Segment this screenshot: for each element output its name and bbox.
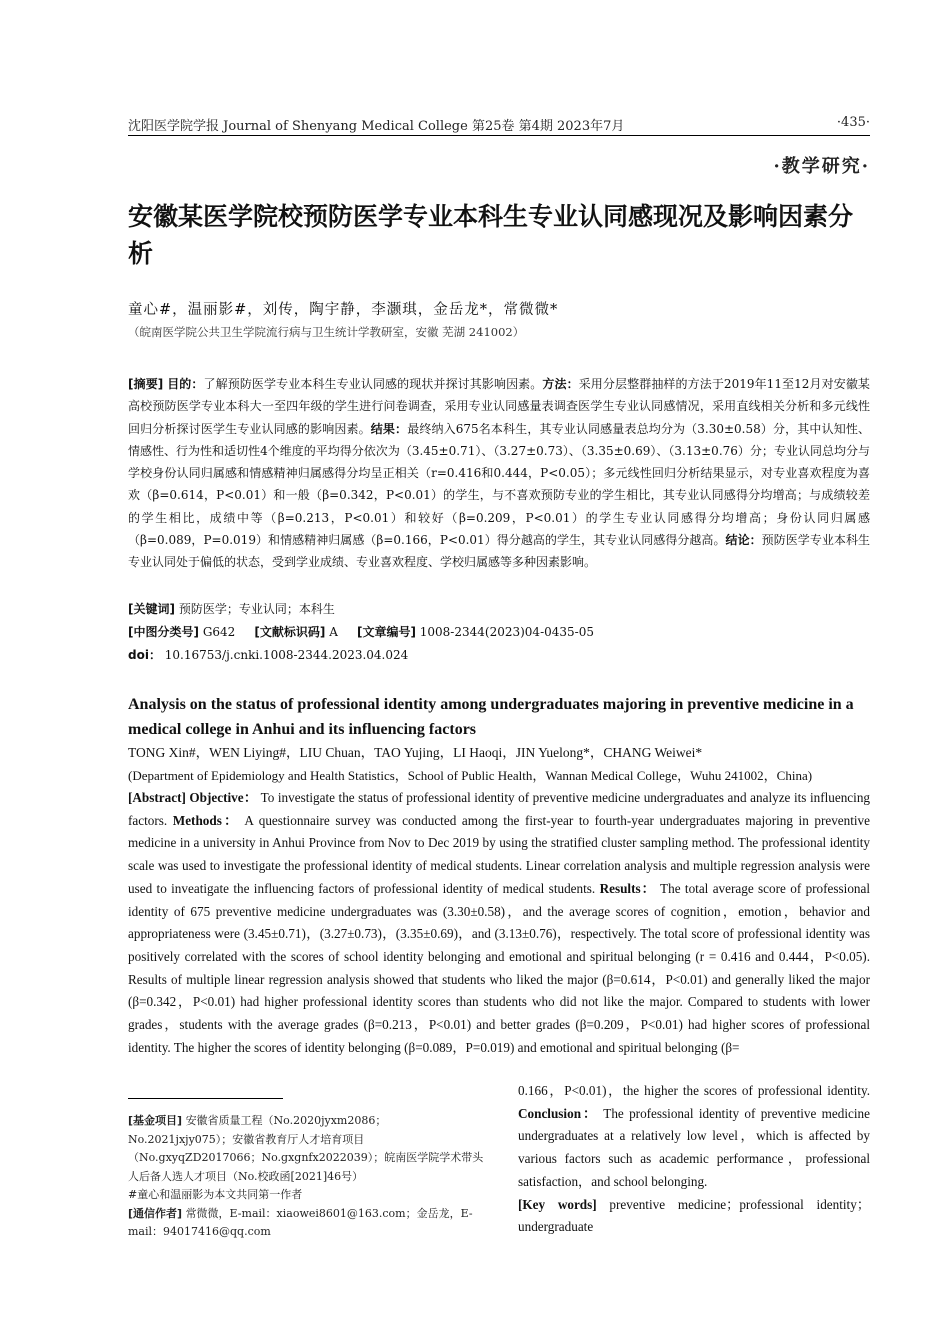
keywords-label: [关键词] xyxy=(128,602,175,616)
doc-code-label: [文献标识码] xyxy=(254,625,326,639)
results-en-text: The total average score of professional identity of 675 preventive medicine undergraduates was (3.30±0.58)，and the average scores of cognition，emotion，behavior and appropriateness were (3.45±0.71)，(3.27±0.73)，(3.35±0.69)，and (3.13±0.76)，respectively. The total score of professional identity was positively correlated with the scores of school identity belonging and emotional and spiritual belonging (r = 0.416 and 0.444，P<0.05). Results of multiple linear regression analysis showed that students who liked the major (β=0.614，P<0.01) and generally liked the major (β=0.342，P<0.01) had higher professional identity scores than students who did not like the major. Compared to students with lower grades，students with the average grades (β=0.213，P<0.01) and better grades (β=0.209，P<0.01) had higher scores of professional identity. The higher the scores of identity belonging (β=0.089，P=0.019) and emotional and spiritual belonging (β= xyxy=(128,880,871,1055)
section-label: ·教学研究· xyxy=(773,156,870,177)
results-label: 结果： xyxy=(370,421,408,436)
article-number-value: 1008-2344(2023)04-0435-05 xyxy=(419,625,594,639)
methods-en-label: Methods： xyxy=(172,812,240,828)
affiliation-chinese: （皖南医学院公共卫生学院流行病与卫生统计学教研室，安徽 芜湖 241002） xyxy=(128,325,525,339)
header-rule xyxy=(128,135,870,136)
fund-note xyxy=(128,1112,486,1186)
abstract-en-label: [Abstract] xyxy=(128,790,186,805)
page-number: ·435· xyxy=(836,115,870,130)
footnote-rule xyxy=(128,1098,283,1099)
doc-code-value: A xyxy=(329,625,338,639)
doi-value[interactable]: 10.16753/j.cnki.1008-2344.2023.04.024 xyxy=(164,648,409,662)
footnotes xyxy=(128,1112,486,1242)
corresponding-note xyxy=(128,1205,486,1242)
results-text: 最终纳入675名本科生，其专业认同感量表总均分为（3.30±0.58）分，其中认知性、情感性、行为性和适切性4个维度的平均得分依次为（3.45±0.71）、（3.27±0.73）、（3.35±0.69）、（3.13±0.76）分；专业认同总均分与学校身份认同归属感和情感精神归属感得分均呈正相关（r=0.416和0.444，P<0.05）；多元线性回归分析结果显示，对专业喜欢程度为喜欢（β=0.614，P<0.01）和一般（β=0.342，P<0.01）的学生，与不喜欢预防专业的学生相比，其专业认同感得分均增高；与成绩较差的学生相比，成绩中等（β=0.213，P<0.01）和较好（β=0.209，P<0.01）的学生专业认同感得分均增高；身份认同归属感（β=0.089，P=0.019）和情感精神归属感（β=0.166，P<0.01）得分越高的学生，其专业认同感得分越高。 xyxy=(128,421,870,548)
results-en-continued: 0.166，P<0.01)，the higher the scores of professional identity. xyxy=(518,1083,870,1098)
methods-text: 采用分层整群抽样的方法于2019年11至12月对安徽某高校预防医学专业本科大一至四年级的学生进行问卷调查，采用专业认同感量表调查医学生专业认同感情况，采用直线相关分析和多元线性回归分析探讨医学生专业认同感的影响因素。 xyxy=(128,377,870,436)
keywords-text: 预防医学；专业认同；本科生 xyxy=(178,602,335,616)
conclusion-en-label: Conclusion： xyxy=(518,1105,599,1121)
authors-english: TONG Xin#，WEN Liying#，LIU Chuan，TAO Yujing，LI Haoqi，JIN Yuelong*，CHANG Weiwei* xyxy=(128,745,703,760)
article-number-label: [文章编号] xyxy=(356,625,416,639)
methods-en-text: A questionnaire survey was conducted among the first-year to fourth-year undergraduates majoring in preventive medicine in a university in Anhui Province from Nov to Dec 2019 by using the stratified cluster sampling method. The professional identity scale was used to investigate the professional identity of medical students. Linear correlation analysis and multiple regression analysis were used to inveatigate the influencing factors of professional identity of medical students. xyxy=(128,812,871,896)
corresponding-label: [通信作者] xyxy=(128,1206,183,1220)
methods-label: 方法： xyxy=(542,377,579,391)
objective-text: 了解预防医学专业本科生专业认同感的现状并探讨其影响因素。 xyxy=(203,377,543,391)
keywords-en-label: [Key words] xyxy=(518,1196,597,1212)
clc-label: [中图分类号] xyxy=(128,625,199,639)
keywords-chinese xyxy=(128,598,870,620)
doi-label: doi： xyxy=(128,648,161,662)
authors-chinese: 童心#，温丽影#，刘传，陶宇静，李灏琪，金岳龙*，常微微* xyxy=(128,302,559,318)
classification-line xyxy=(128,621,870,643)
title-english: Analysis on the status of professional identity among undergraduates majoring in preventive medicine in a medical college in Anhui and its influencing factors xyxy=(128,696,854,738)
abstract-chinese xyxy=(128,373,870,574)
affiliation-english: (Department of Epidemiology and Health Statistics，School of Public Health，Wannan Medical College，Wuhu 241002，China) xyxy=(128,768,813,783)
conclusion-label: 结论： xyxy=(725,533,762,548)
doi-line xyxy=(128,644,870,666)
fund-text: 安徽省质量工程（No.2020jyxm2086；No.2021jxjy075）；安徽省教育厅人才培育项目（No.gxyqZD2017066；No.gxgnfx2022039）；皖南医学院学术带头人后备人选人才项目（No.校政函[2021]46号） xyxy=(128,1114,484,1183)
fund-label: [基金项目] xyxy=(128,1114,183,1127)
objective-label: 目的： xyxy=(167,377,204,391)
abstract-english-continued xyxy=(518,1080,870,1239)
title-chinese: 安徽某医学院校预防医学专业本科生专业认同感现况及影响因素分析 xyxy=(128,202,854,268)
abstract-english xyxy=(128,787,870,1059)
cofirst-note: #童心和温丽影为本文共同第一作者 xyxy=(128,1188,303,1201)
corresponding-text: 常微微，E-mail：xiaowei8601@163.com；金岳龙，E-mail：94017416@qq.com xyxy=(128,1206,473,1238)
conclusion-en-text: The professional identity of preventive medicine undergraduates at a relatively low level，which is affected by various factors such as academic performance，professional satisfaction，and school belonging. xyxy=(518,1105,870,1189)
objective-en-text: To investigate the status of professional identity of preventive medicine undergraduates and analyze its influencing factors. xyxy=(128,790,871,828)
results-en-label: Results： xyxy=(599,880,656,896)
objective-en-label: Objective： xyxy=(189,790,258,805)
clc-value: G642 xyxy=(202,625,236,639)
conclusion-text: 预防医学专业本科生专业认同处于偏低的状态，受到学业成绩、专业喜欢程度、学校归属感等多种因素影响。 xyxy=(128,533,870,570)
abstract-label: [摘要] xyxy=(128,377,164,391)
running-head: 沈阳医学院学报 Journal of Shenyang Medical College 第25卷 第4期 2023年7月 xyxy=(128,119,625,134)
keywords-en-text: preventive medicine；professional identity；undergraduate xyxy=(518,1196,871,1235)
